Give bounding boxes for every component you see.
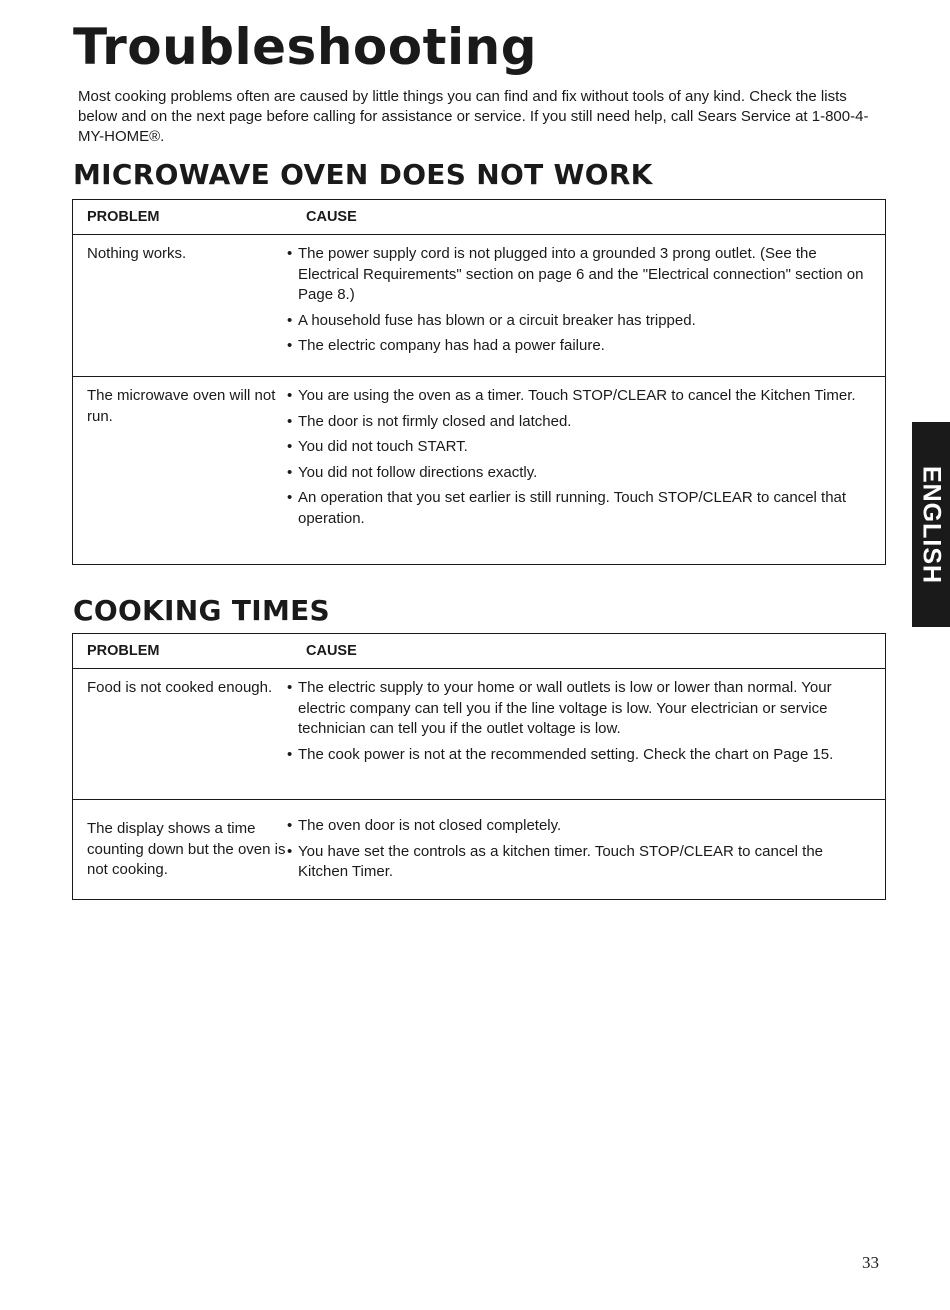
problem-cell: The display shows a time counting down but the oven is not cooking.	[87, 820, 286, 878]
column-header-cause: CAUSE	[306, 209, 357, 225]
page-title: Troubleshooting	[73, 18, 538, 76]
language-tab-label: ENGLISH	[917, 465, 946, 584]
cause-item: • The oven door is not closed completely.	[287, 817, 562, 834]
column-header-cause: CAUSE	[306, 643, 357, 659]
cause-item: • The door is not firmly closed and latched.	[287, 412, 572, 430]
cause-list	[287, 678, 885, 799]
page-number: 33	[862, 1253, 879, 1272]
column-header-problem: PROBLEM	[87, 209, 160, 225]
troubleshooting-table-cooking-times	[72, 633, 886, 900]
cause-item: • The electric supply to your home or wall outlets is low or lower than normal. Your electric company can tell you if the line voltage is low. Your electrician or service technician can tell you if the outlet voltage is low.	[287, 679, 832, 737]
problem-cell: Food is not cooked enough.	[87, 679, 273, 696]
table-header	[73, 200, 885, 235]
cause-item: • The power supply cord is not plugged into a grounded 3 prong outlet. (See the Electrical Requirements" section on page 6 and the "Electrical connection" section on Page 8.)	[287, 245, 864, 303]
problem-cell: Nothing works.	[87, 245, 187, 262]
cause-list	[287, 244, 885, 376]
table-row	[73, 800, 885, 899]
cause-item: • The cook power is not at the recommended setting. Check the chart on Page 15.	[287, 745, 834, 763]
language-side-tab	[912, 422, 950, 627]
cause-item: • You did not follow directions exactly.	[287, 463, 538, 481]
cause-item: • You did not touch START.	[287, 438, 468, 455]
column-header-problem: PROBLEM	[87, 643, 160, 659]
table-row	[73, 669, 885, 800]
table-header	[73, 634, 885, 669]
section-heading-cooking-times: COOKING TIMES	[73, 594, 331, 627]
cause-item: • A household fuse has blown or a circuit breaker has tripped.	[287, 311, 696, 329]
intro-paragraph: Most cooking problems often are caused by little things you can find and fix without tools of any kind. Check the lists below and on the next page before calling for assistance or service. If you still need help, call Sears Service at 1-800-4-MY-HOME®.	[78, 88, 869, 145]
cause-item: • The electric company has had a power failure.	[287, 337, 605, 354]
cause-item: • You are using the oven as a timer. Touch STOP/CLEAR to cancel the Kitchen Timer.	[287, 387, 856, 404]
cause-item: • An operation that you set earlier is still running. Touch STOP/CLEAR to cancel that operation.	[287, 489, 847, 527]
table-row	[73, 235, 885, 377]
cause-list	[287, 816, 885, 899]
cause-item: • You have set the controls as a kitchen timer. Touch STOP/CLEAR to cancel the Kitchen Timer.	[287, 842, 824, 880]
troubleshooting-table-oven-not-work	[72, 199, 886, 565]
problem-cell: The microwave oven will not run.	[87, 387, 276, 425]
table-row	[73, 377, 885, 564]
section-heading-oven-not-work: MICROWAVE OVEN DOES NOT WORK	[73, 158, 653, 191]
cause-list	[287, 386, 885, 564]
